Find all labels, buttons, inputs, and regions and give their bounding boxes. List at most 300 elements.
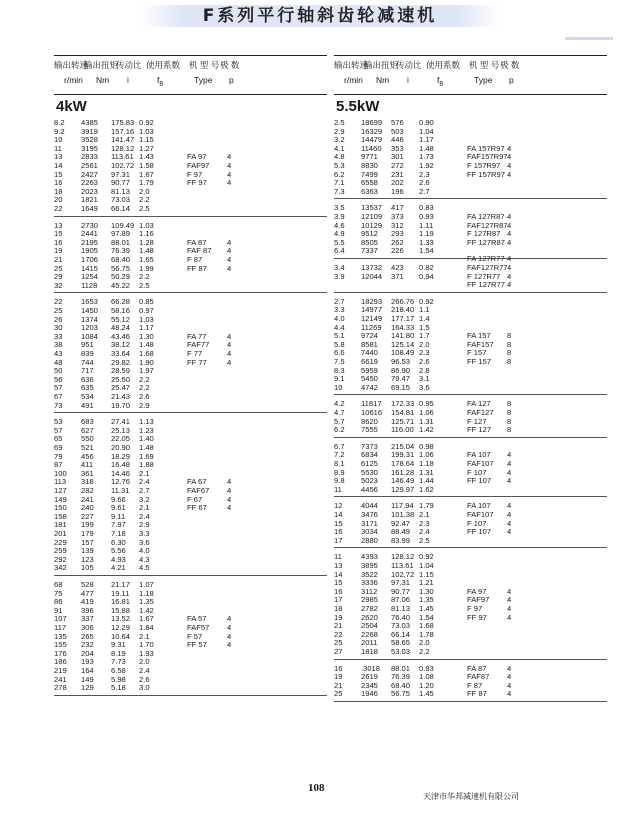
service-factor-cell: 0.92 <box>419 296 434 306</box>
page-title: F系列平行轴斜齿轮减速机 <box>202 6 438 26</box>
pole-count: 4 <box>507 612 512 622</box>
ratio-cell: 86.90 <box>391 365 411 375</box>
model-type: FF 157R97 <box>467 169 505 179</box>
service-factor-cell: 4.0 <box>139 546 150 556</box>
ratio-cell: 125.71 <box>391 416 415 426</box>
torque-cell: 3528 <box>81 135 98 145</box>
torque-cell: 951 <box>81 340 94 350</box>
table-row <box>54 530 327 539</box>
torque-cell: 7337 <box>361 246 378 256</box>
service-factor-cell: 1.03 <box>139 314 154 324</box>
speed-cell: 30 <box>54 323 63 333</box>
speed-cell: 29 <box>54 272 63 282</box>
torque-cell: 8830 <box>361 160 378 170</box>
pole-count: 4 <box>227 160 232 170</box>
page-number: 108 <box>308 782 325 794</box>
model-type: F 107 <box>467 467 487 477</box>
speed-cell: 10 <box>54 135 63 145</box>
speed-cell: 16 <box>334 527 343 537</box>
model-type: FAF157 <box>467 339 494 349</box>
speed-cell: 10 <box>334 382 343 392</box>
table-row <box>54 376 327 385</box>
header-label: 使用系数 <box>426 60 461 70</box>
service-factor-cell: 2.1 <box>419 509 430 519</box>
data-group <box>54 117 327 217</box>
service-factor-cell: 1.92 <box>419 160 434 170</box>
header-unit: Nm <box>376 75 390 85</box>
ratio-cell: 33.64 <box>111 348 131 358</box>
pole-count: 4 <box>507 169 512 179</box>
service-factor-cell: 2.4 <box>139 665 150 675</box>
torque-cell: 2427 <box>81 169 98 179</box>
service-factor-cell: 1.44 <box>419 476 434 486</box>
model-type: FF 67 <box>187 503 207 513</box>
ratio-cell: 27.41 <box>111 417 131 427</box>
service-factor-cell: 1.20 <box>419 680 434 690</box>
service-factor-cell: 1.35 <box>419 595 434 605</box>
ratio-cell: 73.03 <box>391 621 411 631</box>
torque-cell: 6619 <box>361 356 378 366</box>
torque-cell: 193 <box>81 657 94 667</box>
torque-cell: 306 <box>81 622 94 632</box>
ratio-cell: 68.40 <box>111 254 131 264</box>
model-list <box>54 333 327 367</box>
ratio-cell: 12.76 <box>111 477 131 487</box>
model-type: FF 87 <box>467 689 487 699</box>
ratio-cell: 96.53 <box>391 356 411 366</box>
speed-cell: 21 <box>334 680 343 690</box>
ratio-cell: 22.05 <box>111 434 131 444</box>
model-type: F 87 <box>187 254 203 264</box>
service-factor-cell: 1.93 <box>139 648 154 658</box>
model-type: F 77 <box>187 348 203 358</box>
torque-cell: 2195 <box>81 237 98 247</box>
data-group <box>334 500 607 548</box>
torque-cell: 1821 <box>81 195 98 205</box>
speed-cell: 8.9 <box>334 467 345 477</box>
model-type: FA 97 <box>467 586 487 596</box>
ratio-cell: 73.03 <box>111 195 131 205</box>
speed-cell: 4.0 <box>334 313 345 323</box>
ratio-cell: 371 <box>391 271 404 281</box>
torque-cell: 534 <box>81 391 94 401</box>
table-row <box>54 384 327 393</box>
speed-cell: 135 <box>54 631 67 641</box>
ratio-cell: 90.77 <box>391 586 411 596</box>
service-factor-cell: 1.67 <box>139 614 154 624</box>
service-factor-cell: 1.99 <box>139 263 154 273</box>
torque-cell: 1653 <box>81 297 98 307</box>
service-factor-cell: 1.73 <box>419 152 434 162</box>
torque-cell: 5450 <box>361 374 378 384</box>
speed-cell: 8.2 <box>54 118 65 127</box>
model-type: F 87 <box>467 680 483 690</box>
pole-count: 4 <box>227 331 232 341</box>
torque-cell: 9771 <box>361 152 378 162</box>
torque-cell: 1084 <box>81 331 98 341</box>
ratio-cell: 48.24 <box>111 323 131 333</box>
service-factor-cell: 0.98 <box>419 441 434 451</box>
pole-count: 4 <box>507 280 512 290</box>
service-factor-cell: 1.16 <box>139 229 154 239</box>
ratio-cell: 87.06 <box>391 595 411 605</box>
speed-cell: 127 <box>54 485 67 495</box>
pole-count: 8 <box>507 356 512 366</box>
ratio-cell: 4.93 <box>111 554 126 564</box>
torque-cell: 265 <box>81 631 94 641</box>
ratio-cell: 66.14 <box>111 203 131 213</box>
service-factor-cell: 1.84 <box>139 622 154 632</box>
ratio-cell: 10.64 <box>111 631 131 641</box>
header-unit: p <box>509 75 514 85</box>
service-factor-cell: 2.4 <box>139 477 150 487</box>
data-group <box>334 296 607 396</box>
model-row <box>334 358 607 367</box>
torque-cell: 7440 <box>361 348 378 358</box>
ratio-cell: 19.11 <box>111 588 130 598</box>
pole-count: 4 <box>227 237 232 247</box>
torque-cell: 10129 <box>361 220 383 230</box>
speed-cell: 15 <box>334 518 343 528</box>
speed-cell: 2.5 <box>334 118 345 127</box>
ratio-cell: 8.19 <box>111 648 126 658</box>
table-row <box>334 648 607 657</box>
ratio-cell: 92.47 <box>391 518 411 528</box>
model-type: FF 127 <box>467 425 492 435</box>
torque-cell: 839 <box>81 348 94 358</box>
model-row <box>334 171 607 180</box>
speed-cell: 6.7 <box>334 441 345 451</box>
torque-cell: 10616 <box>361 407 383 417</box>
model-row <box>334 426 607 435</box>
ratio-cell: 9.66 <box>111 494 126 504</box>
ratio-cell: 129.97 <box>391 484 415 494</box>
speed-cell: 13 <box>54 152 63 162</box>
ratio-cell: 97.31 <box>391 578 411 588</box>
torque-cell: 123 <box>81 554 94 564</box>
service-factor-cell: 2.5 <box>139 280 150 290</box>
speed-cell: 342 <box>54 563 67 573</box>
speed-cell: 150 <box>54 503 67 513</box>
torque-cell: 521 <box>81 442 94 452</box>
service-factor-cell: 0.90 <box>419 118 434 127</box>
torque-cell: 240 <box>81 503 94 513</box>
service-factor-cell: 2.3 <box>419 518 430 528</box>
speed-cell: 17 <box>334 535 343 545</box>
service-factor-cell: 2.7 <box>139 485 150 495</box>
model-type: F 127R77 <box>467 271 501 281</box>
service-factor-cell: 2.2 <box>139 374 150 384</box>
ratio-cell: 417 <box>391 203 404 213</box>
service-factor-cell: 1.42 <box>419 425 434 435</box>
ratio-cell: 109.49 <box>111 220 135 230</box>
ratio-cell: 141.80 <box>391 331 415 341</box>
speed-cell: 4.1 <box>334 143 345 153</box>
speed-cell: 201 <box>54 528 67 538</box>
speed-cell: 7.5 <box>334 356 345 366</box>
ratio-cell: 88.01 <box>111 237 131 247</box>
ratio-cell: 76.39 <box>391 672 411 682</box>
speed-cell: 87 <box>54 460 63 470</box>
speed-cell: 13 <box>54 220 63 230</box>
speed-cell: 4.6 <box>334 220 345 230</box>
torque-cell: 204 <box>81 648 94 658</box>
model-type: F 67 <box>187 494 203 504</box>
torque-cell: 7555 <box>361 425 378 435</box>
speed-cell: 158 <box>54 511 67 521</box>
ratio-cell: 215.04 <box>391 441 415 451</box>
pole-count: 8 <box>507 425 512 435</box>
torque-cell: 7499 <box>361 169 378 179</box>
pole-count: 4 <box>227 503 232 513</box>
table-row <box>334 486 607 495</box>
ratio-cell: 4.21 <box>111 563 126 573</box>
model-type: FA 157 <box>467 331 491 341</box>
header-label: 输出转速 <box>54 60 89 70</box>
service-factor-cell: 1.67 <box>139 169 154 179</box>
speed-cell: 14 <box>334 509 343 519</box>
header-unit: p <box>229 75 234 85</box>
ratio-cell: 172.33 <box>391 399 415 409</box>
pole-count: 4 <box>507 450 512 460</box>
service-factor-cell: 1.33 <box>419 237 434 247</box>
service-factor-cell: 1.04 <box>419 560 434 570</box>
ratio-cell: 113.61 <box>391 560 414 570</box>
ratio-cell: 157.16 <box>111 126 135 136</box>
table-row <box>54 393 327 402</box>
service-factor-cell: 1.27 <box>139 143 154 153</box>
ratio-cell: 262 <box>391 237 404 247</box>
speed-cell: 259 <box>54 546 67 556</box>
header-unit: r/min <box>64 75 83 85</box>
torque-cell: 683 <box>81 417 94 427</box>
pole-count: 8 <box>507 407 512 417</box>
ratio-cell: 146.49 <box>391 476 415 486</box>
header-unit: i <box>127 75 129 85</box>
torque-cell: 139 <box>81 546 94 556</box>
speed-cell: 4.9 <box>334 229 345 239</box>
torque-cell: 2345 <box>361 680 378 690</box>
ratio-cell: 154.81 <box>391 407 415 417</box>
model-type: FA 67 <box>187 477 207 487</box>
service-factor-cell: 1.15 <box>139 135 154 145</box>
speed-cell: 11 <box>334 484 342 494</box>
speed-cell: 2.7 <box>334 296 345 306</box>
ratio-cell: 9.61 <box>111 503 126 513</box>
speed-cell: 6.6 <box>334 348 345 358</box>
table-row <box>54 667 327 676</box>
model-type: FAF127R77 <box>467 262 508 272</box>
service-factor-cell: 1.40 <box>139 434 154 444</box>
ratio-cell: 9.31 <box>111 640 126 650</box>
torque-cell: 199 <box>81 520 94 530</box>
torque-cell: 14479 <box>361 135 383 145</box>
pole-count: 4 <box>507 595 512 605</box>
header-unit: r/min <box>344 75 363 85</box>
ratio-cell: 69.15 <box>391 382 411 392</box>
table-row <box>54 547 327 556</box>
service-factor-cell: 2.9 <box>139 400 150 410</box>
ratio-cell: 113.61 <box>111 152 134 162</box>
speed-cell: 65 <box>54 434 63 444</box>
data-group <box>334 254 607 293</box>
model-type: FF 97 <box>467 612 487 622</box>
ratio-cell: 117.94 <box>391 501 414 511</box>
ratio-cell: 50.29 <box>111 272 131 282</box>
service-factor-cell: 1.06 <box>419 450 434 460</box>
torque-cell: 6558 <box>361 178 378 188</box>
torque-cell: 1450 <box>81 305 98 315</box>
service-factor-cell: 3.6 <box>419 382 430 392</box>
service-factor-cell: 2.6 <box>139 674 150 684</box>
torque-cell: 1128 <box>81 280 98 290</box>
model-list <box>334 451 607 485</box>
service-factor-cell: 1.48 <box>419 143 434 153</box>
model-row <box>334 239 607 248</box>
ratio-cell: 266.76 <box>391 296 415 306</box>
speed-cell: 117 <box>54 622 67 632</box>
service-factor-cell: 1.45 <box>419 603 434 613</box>
torque-cell: 528 <box>81 579 94 589</box>
service-factor-cell: 1.17 <box>139 323 154 333</box>
table-row <box>54 205 327 214</box>
service-factor-cell: 1.15 <box>419 569 434 579</box>
speed-cell: 186 <box>54 657 67 667</box>
torque-cell: 9512 <box>361 229 378 239</box>
speed-cell: 3.2 <box>334 135 345 145</box>
torque-cell: 1818 <box>361 646 378 656</box>
service-factor-cell: 0.85 <box>139 297 154 307</box>
service-factor-cell: 1.5 <box>419 322 430 332</box>
speed-cell: 73 <box>54 400 63 410</box>
torque-cell: 2268 <box>361 629 378 639</box>
pole-count: 4 <box>507 237 512 247</box>
speed-cell: 53 <box>54 417 63 427</box>
service-factor-cell: 1.35 <box>139 597 154 607</box>
torque-cell: 2504 <box>361 621 378 631</box>
pole-count: 4 <box>227 169 232 179</box>
torque-cell: 3034 <box>361 527 378 537</box>
service-factor-cell: 1.19 <box>419 229 434 239</box>
pole-count: 4 <box>227 485 232 495</box>
table-row <box>54 444 327 453</box>
service-factor-cell: 2.1 <box>139 503 150 513</box>
left-table-panel <box>54 55 327 696</box>
service-factor-cell: 2.1 <box>139 631 150 641</box>
model-type: FAF97 <box>187 160 210 170</box>
ratio-cell: 21.43 <box>111 391 131 401</box>
model-type: FF 57 <box>187 640 207 650</box>
pole-count: 4 <box>227 340 232 350</box>
data-group <box>334 117 607 199</box>
pole-count: 4 <box>227 254 232 264</box>
speed-cell: 100 <box>54 468 67 478</box>
service-factor-cell: 0.93 <box>419 663 434 673</box>
service-factor-cell: 2.6 <box>419 356 430 366</box>
model-row <box>54 179 327 188</box>
ratio-cell: 83.99 <box>391 535 411 545</box>
torque-cell: 157 <box>81 537 94 547</box>
table-row <box>54 556 327 565</box>
torque-cell: 16329 <box>361 126 383 136</box>
speed-cell: 67 <box>54 391 63 401</box>
pole-count: 4 <box>507 518 512 528</box>
model-type: FA 107 <box>467 501 491 511</box>
speed-cell: 6.2 <box>334 425 345 435</box>
model-type: FA 97 <box>187 152 207 162</box>
model-list <box>334 400 607 434</box>
speed-cell: 9.2 <box>54 126 65 136</box>
service-factor-cell: 2.3 <box>419 169 430 179</box>
model-row <box>54 504 327 513</box>
speed-cell: 25 <box>54 305 63 315</box>
service-factor-cell: 1.07 <box>139 579 154 589</box>
torque-cell: 1946 <box>361 689 378 699</box>
torque-cell: 8505 <box>361 237 378 247</box>
torque-cell: 1254 <box>81 272 98 282</box>
service-factor-cell: 2.8 <box>419 365 430 375</box>
service-factor-cell: 1.42 <box>139 605 154 615</box>
service-factor-cell: 1.48 <box>139 442 154 452</box>
ratio-cell: 353 <box>391 143 404 153</box>
torque-cell: 232 <box>81 640 94 650</box>
torque-cell: 477 <box>81 588 94 598</box>
service-factor-cell: 1.97 <box>139 366 154 376</box>
service-factor-cell: 1.62 <box>419 484 434 494</box>
ratio-cell: 25.47 <box>111 383 131 393</box>
torque-cell: 8620 <box>361 416 378 426</box>
model-list <box>54 615 327 649</box>
table-row <box>54 590 327 599</box>
torque-cell: 149 <box>81 674 94 684</box>
service-factor-cell: 2.4 <box>419 527 430 537</box>
service-factor-cell: 0.97 <box>139 305 154 315</box>
torque-cell: 3171 <box>361 518 378 528</box>
column-header <box>334 55 607 95</box>
torque-cell: 1649 <box>81 203 98 213</box>
pole-count: 8 <box>507 339 512 349</box>
ratio-cell: 76.40 <box>391 612 411 622</box>
speed-cell: 278 <box>54 683 67 693</box>
torque-cell: 18699 <box>361 118 383 127</box>
ratio-cell: 20.90 <box>111 442 131 452</box>
company-name: 天津市华邦减速机有限公司 <box>423 792 519 801</box>
pole-count: 4 <box>507 680 512 690</box>
data-group <box>54 416 327 576</box>
pole-count: 4 <box>507 672 512 682</box>
service-factor-cell: 2.3 <box>419 348 430 358</box>
power-rating-heading: 5.5kW <box>336 98 380 115</box>
ratio-cell: 55.12 <box>111 314 131 324</box>
model-list <box>334 588 607 622</box>
power-rating-heading: 4kW <box>56 98 87 115</box>
torque-cell: 11460 <box>361 143 382 153</box>
service-factor-cell: 1.03 <box>139 220 154 230</box>
pole-count: 4 <box>507 254 512 264</box>
speed-cell: 57 <box>54 383 63 393</box>
torque-cell: 13732 <box>361 262 383 272</box>
ratio-cell: 16.81 <box>111 597 131 607</box>
model-type: FAF107 <box>467 458 494 468</box>
header-unit-subscript: B <box>159 81 164 88</box>
model-type: FAF97 <box>467 595 490 605</box>
service-factor-cell: 2.2 <box>139 383 150 393</box>
ratio-cell: 5.18 <box>111 683 126 693</box>
service-factor-cell: 2.0 <box>419 339 430 349</box>
table-row <box>334 537 607 546</box>
model-list <box>54 239 327 273</box>
torque-cell: 7373 <box>361 441 378 451</box>
